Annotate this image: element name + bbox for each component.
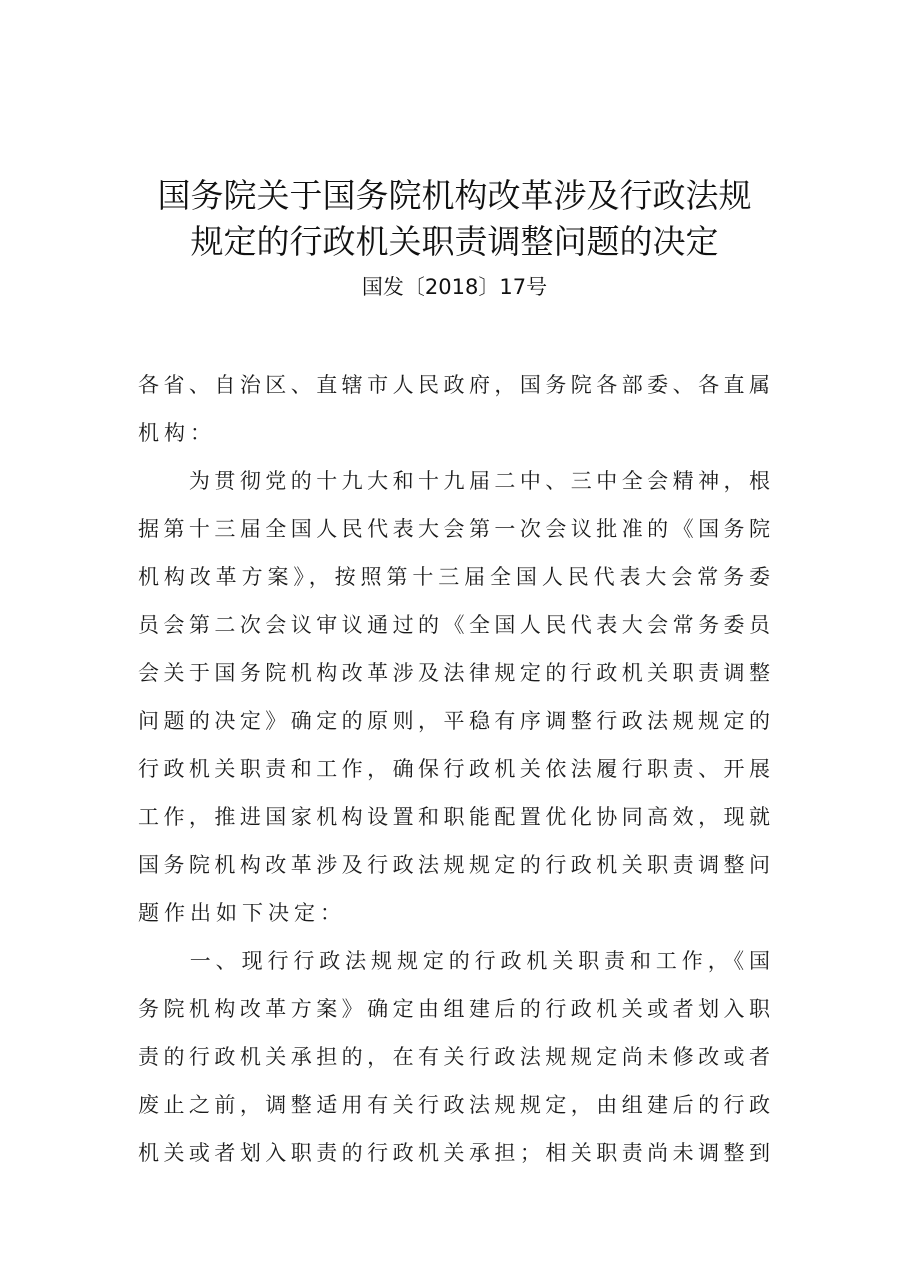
body-line: 责的行政机关承担的，在有关行政法规规定尚未修改或者	[138, 1045, 770, 1069]
body-line: 务院机构改革方案》确定由组建后的行政机关或者划入职	[138, 997, 770, 1021]
body-line: 会关于国务院机构改革涉及法律规定的行政机关职责调整	[138, 661, 770, 685]
body-line: 国务院机构改革涉及行政法规规定的行政机关职责调整问	[138, 853, 770, 877]
document-number: 国发〔2018〕17号	[361, 275, 548, 299]
body-line: 行政机关职责和工作，确保行政机关依法履行职责、开展	[138, 757, 770, 781]
body-line: 为贯彻党的十九大和十九届二中、三中全会精神，根	[138, 469, 770, 493]
body-line: 机构改革方案》，按照第十三届全国人民代表大会常务委	[138, 565, 770, 589]
body-line: 据第十三届全国人民代表大会第一次会议批准的《国务院	[138, 517, 770, 541]
body-line: 员会第二次会议审议通过的《全国人民代表大会常务委员	[138, 613, 770, 637]
body-line: 问题的决定》确定的原则，平稳有序调整行政法规规定的	[138, 709, 770, 733]
document-title-line-2: 规定的行政机关职责调整问题的决定	[190, 222, 719, 261]
body-line: 机关或者划入职责的行政机关承担；相关职责尚未调整到	[138, 1141, 770, 1165]
body-line: 废止之前，调整适用有关行政法规规定，由组建后的行政	[138, 1093, 770, 1117]
body-line: 题作出如下决定：	[138, 901, 346, 925]
document-title-line-1: 国务院关于国务院机构改革涉及行政法规	[157, 176, 752, 215]
body-line: 一、现行行政法规规定的行政机关职责和工作，《国	[138, 949, 770, 973]
body-line: 工作，推进国家机构设置和职能配置优化协同高效，现就	[138, 805, 770, 829]
body-line: 机构：	[138, 421, 216, 445]
body-line: 各省、自治区、直辖市人民政府，国务院各部委、各直属	[138, 373, 770, 397]
